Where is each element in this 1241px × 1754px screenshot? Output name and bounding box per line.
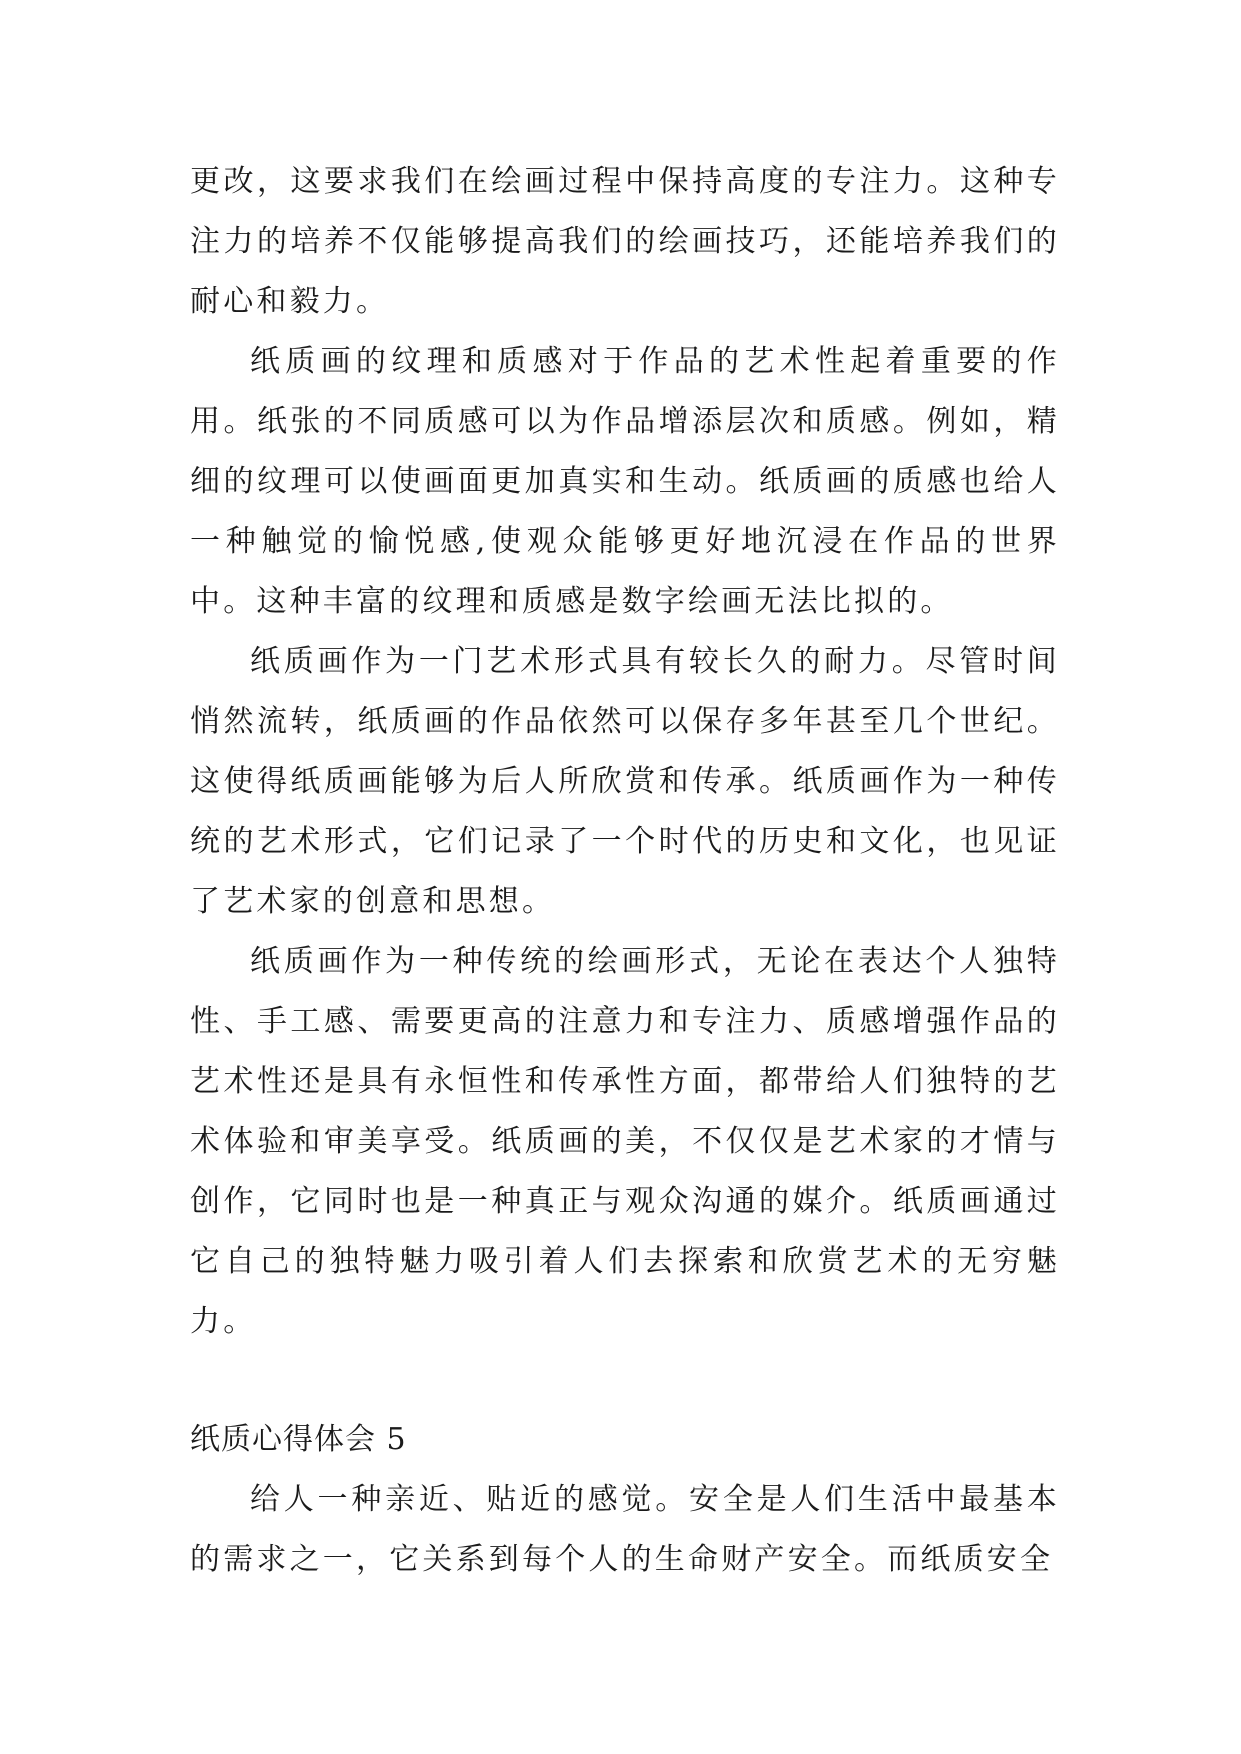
paragraph-durability: 纸质画作为一门艺术形式具有较长久的耐力。尽管时间悄然流转，纸质画的作品依然可以保存多年甚至几个世纪。这使得纸质画能够为后人所欣赏和传承。纸质画作为一种传统的艺术形式，它们记录了一个时代的历史和文化，也见证了艺术家的创意和思想。 xyxy=(190,644,1060,919)
paragraph-continuation: 更改，这要求我们在绘画过程中保持高度的专注力。这种专注力的培养不仅能够提高我们的绘画技巧，还能培养我们的耐心和毅力。 xyxy=(190,164,1060,319)
section-paragraph: 给人一种亲近、贴近的感觉。安全是人们生活中最基本的需求之一，它关系到每个人的生命财产安全。而纸质安全 xyxy=(190,1482,1060,1577)
paragraph-conclusion: 纸质画作为一种传统的绘画形式，无论在表达个人独特性、手工感、需要更高的注意力和专注力、质感增强作品的艺术性还是具有永恒性和传承性方面，都带给人们独特的艺术体验和审美享受。纸质画的美，不仅仅是艺术家的才情与创作，它同时也是一种真正与观众沟通的媒介。纸质画通过它自己的独特魅力吸引着人们去探索和欣赏艺术的无穷魅力。 xyxy=(190,944,1060,1339)
document-body xyxy=(190,152,1060,1590)
paragraph-texture: 纸质画的纹理和质感对于作品的艺术性起着重要的作用。纸张的不同质感可以为作品增添层次和质感。例如，精细的纹理可以使画面更加真实和生动。纸质画的质感也给人一种触觉的愉悦感,使观众能够更好地沉浸在作品的世界中。这种丰富的纹理和质感是数字绘画无法比拟的。 xyxy=(190,344,1060,619)
section-heading: 纸质心得体会 5 xyxy=(190,1422,407,1457)
